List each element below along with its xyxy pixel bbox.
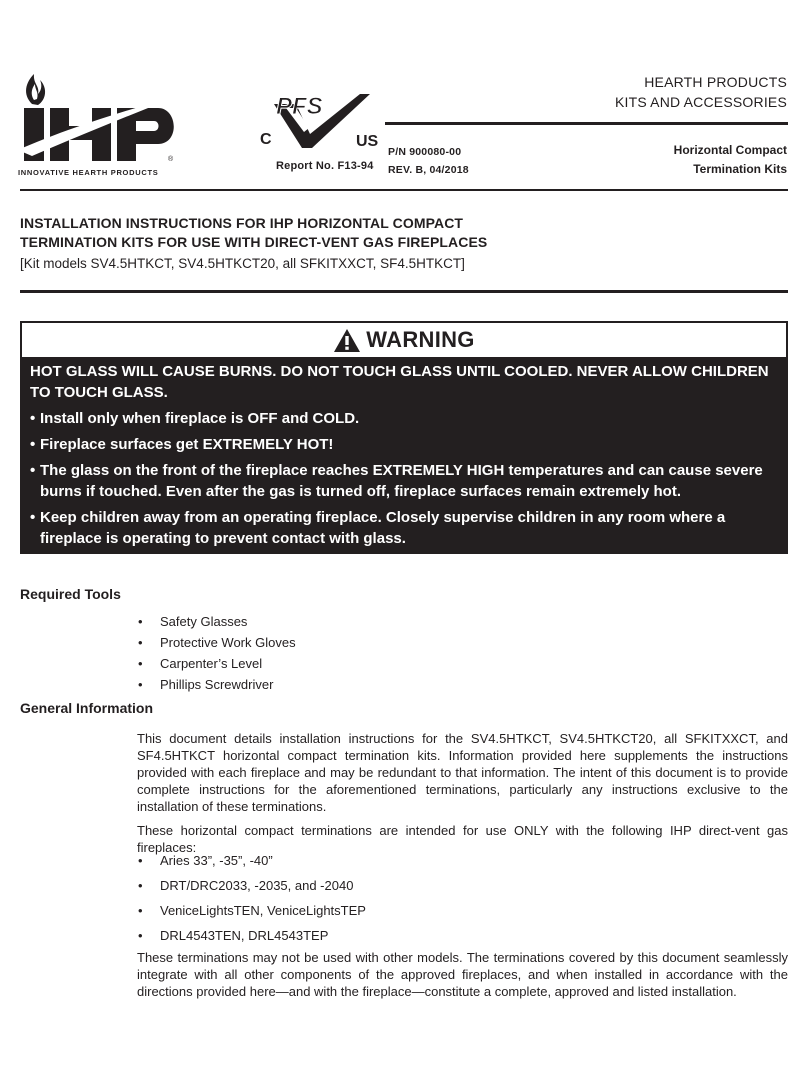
bullet-dot: • bbox=[138, 635, 143, 650]
bullet-dot: • bbox=[30, 462, 36, 479]
document-title bbox=[20, 214, 788, 252]
product-block bbox=[674, 141, 787, 179]
list-item-text: VeniceLightsTEN, VeniceLightsTEP bbox=[160, 903, 366, 918]
list-item bbox=[138, 674, 296, 695]
title-bottom-rule bbox=[20, 290, 788, 293]
bullet-dot: • bbox=[138, 903, 143, 918]
document-title-line-1: INSTALLATION INSTRUCTIONS FOR IHP HORIZONTAL COMPACT bbox=[20, 215, 464, 231]
general-info-paragraph-1: This document details installation instructions for the SV4.5HTKCT, SV4.5HTKCT20, all SFKITXXCT, and SF4.5HTKCT horizontal compact termination kits. Information provided here supplements the instructions provided with each fireplace and may be redundant to that information. The intent of this document is to provide complete instructions for the aforementioned terminations, particularly any instructions exclusive to the installation of these terminations. bbox=[137, 731, 788, 814]
bullet-dot: • bbox=[30, 509, 36, 526]
list-item bbox=[138, 611, 296, 632]
bullet-dot: • bbox=[138, 928, 143, 943]
list-item bbox=[138, 632, 296, 653]
warning-bullet bbox=[30, 507, 774, 549]
product-line-2: Termination Kits bbox=[693, 162, 787, 176]
product-line-1: Horizontal Compact bbox=[673, 143, 787, 157]
list-item bbox=[138, 873, 366, 898]
list-item-text: Aries 33”, -35”, -40” bbox=[160, 853, 273, 868]
bullet-dot: • bbox=[138, 614, 143, 629]
category-line-1: HEARTH PRODUCTS bbox=[644, 74, 787, 90]
category-block bbox=[615, 72, 787, 112]
revision: REV. B, 04/2018 bbox=[388, 164, 469, 176]
required-tools-heading: Required Tools bbox=[20, 586, 121, 602]
general-info-paragraph-2: These horizontal compact terminations are intended for use ONLY with the following IHP direct-vent gas fireplaces: bbox=[137, 823, 788, 855]
warning-lead: HOT GLASS WILL CAUSE BURNS. DO NOT TOUCH GLASS UNTIL COOLED. NEVER ALLOW CHILDREN TO TOUCH GLASS. bbox=[30, 363, 769, 401]
report-number: Report No. F13-94 bbox=[276, 160, 374, 172]
fireplace-models-list bbox=[138, 848, 366, 948]
list-item-text: DRL4543TEN, DRL4543TEP bbox=[160, 928, 329, 943]
bullet-dot: • bbox=[30, 410, 36, 427]
bullet-dot: • bbox=[138, 677, 143, 692]
bullet-dot: • bbox=[138, 853, 143, 868]
ihp-flame-logo-graphic bbox=[18, 72, 180, 164]
list-item bbox=[138, 653, 296, 674]
list-item bbox=[138, 848, 366, 873]
list-item-text: Protective Work Gloves bbox=[160, 635, 296, 650]
warning-bullet-text: Install only when fireplace is OFF and COLD. bbox=[40, 410, 360, 427]
warning-bullet-text: The glass on the front of the fireplace reaches EXTREMELY HIGH temperatures and can cause severe burns if touched. Even after the gas is turned off, fireplace surfaces remain extremely hot. bbox=[40, 462, 763, 500]
general-info-paragraph-3: These terminations may not be used with other models. The terminations covered by this document seamlessly integrate with all other components of the approved fireplaces, and when installed in accordance with the directions provided here—and with the fireplace—constitute a complete, approved and listed installation. bbox=[137, 950, 788, 999]
kit-models: [Kit models SV4.5HTKCT, SV4.5HTKCT20, all SFKITXXCT, SF4.5HTKCT] bbox=[20, 256, 465, 271]
registered-mark: ® bbox=[168, 156, 174, 163]
part-number: P/N 900080-00 bbox=[388, 146, 462, 158]
warning-body bbox=[22, 357, 786, 552]
list-item-text: Carpenter’s Level bbox=[160, 656, 263, 671]
list-item-text: Safety Glasses bbox=[160, 614, 248, 629]
general-information-heading: General Information bbox=[20, 700, 154, 716]
pfs-mark-text: PFS bbox=[276, 93, 323, 120]
header-divider bbox=[385, 122, 788, 125]
list-item bbox=[138, 898, 366, 923]
warning-bullet-text: Fireplace surfaces get EXTREMELY HOT! bbox=[40, 436, 334, 453]
list-item-text: DRT/DRC2033, -2035, and -2040 bbox=[160, 878, 354, 893]
pfs-checkmark-graphic bbox=[256, 88, 380, 150]
bullet-dot: • bbox=[30, 436, 36, 453]
warning-box bbox=[20, 321, 788, 554]
cert-us-letters: US bbox=[356, 133, 379, 150]
warning-bullet-text: Keep children away from an operating fireplace. Closely supervise children in any room where a fireplace is operating to prevent contact with glass. bbox=[40, 509, 726, 547]
warning-bullet bbox=[30, 408, 774, 429]
warning-bullet bbox=[30, 460, 774, 502]
warning-label: WARNING bbox=[366, 327, 475, 352]
part-number-block bbox=[388, 143, 469, 179]
bullet-dot: • bbox=[138, 878, 143, 893]
warning-triangle-icon bbox=[333, 328, 361, 353]
cert-c-letter: C bbox=[260, 131, 272, 148]
list-item-text: Phillips Screwdriver bbox=[160, 677, 274, 692]
bullet-dot: • bbox=[138, 656, 143, 671]
required-tools-list bbox=[138, 611, 296, 695]
header-bottom-rule bbox=[20, 189, 788, 191]
logo-tagline: INNOVATIVE HEARTH PRODUCTS bbox=[18, 168, 159, 177]
document-title-line-2: TERMINATION KITS FOR USE WITH DIRECT-VENT GAS FIREPLACES bbox=[20, 234, 488, 250]
list-item bbox=[138, 923, 366, 948]
warning-header bbox=[22, 323, 786, 357]
pfs-certification-mark bbox=[256, 88, 380, 150]
ihp-logo bbox=[18, 72, 180, 180]
warning-bullet bbox=[30, 434, 774, 455]
category-line-2: KITS AND ACCESSORIES bbox=[614, 94, 787, 110]
